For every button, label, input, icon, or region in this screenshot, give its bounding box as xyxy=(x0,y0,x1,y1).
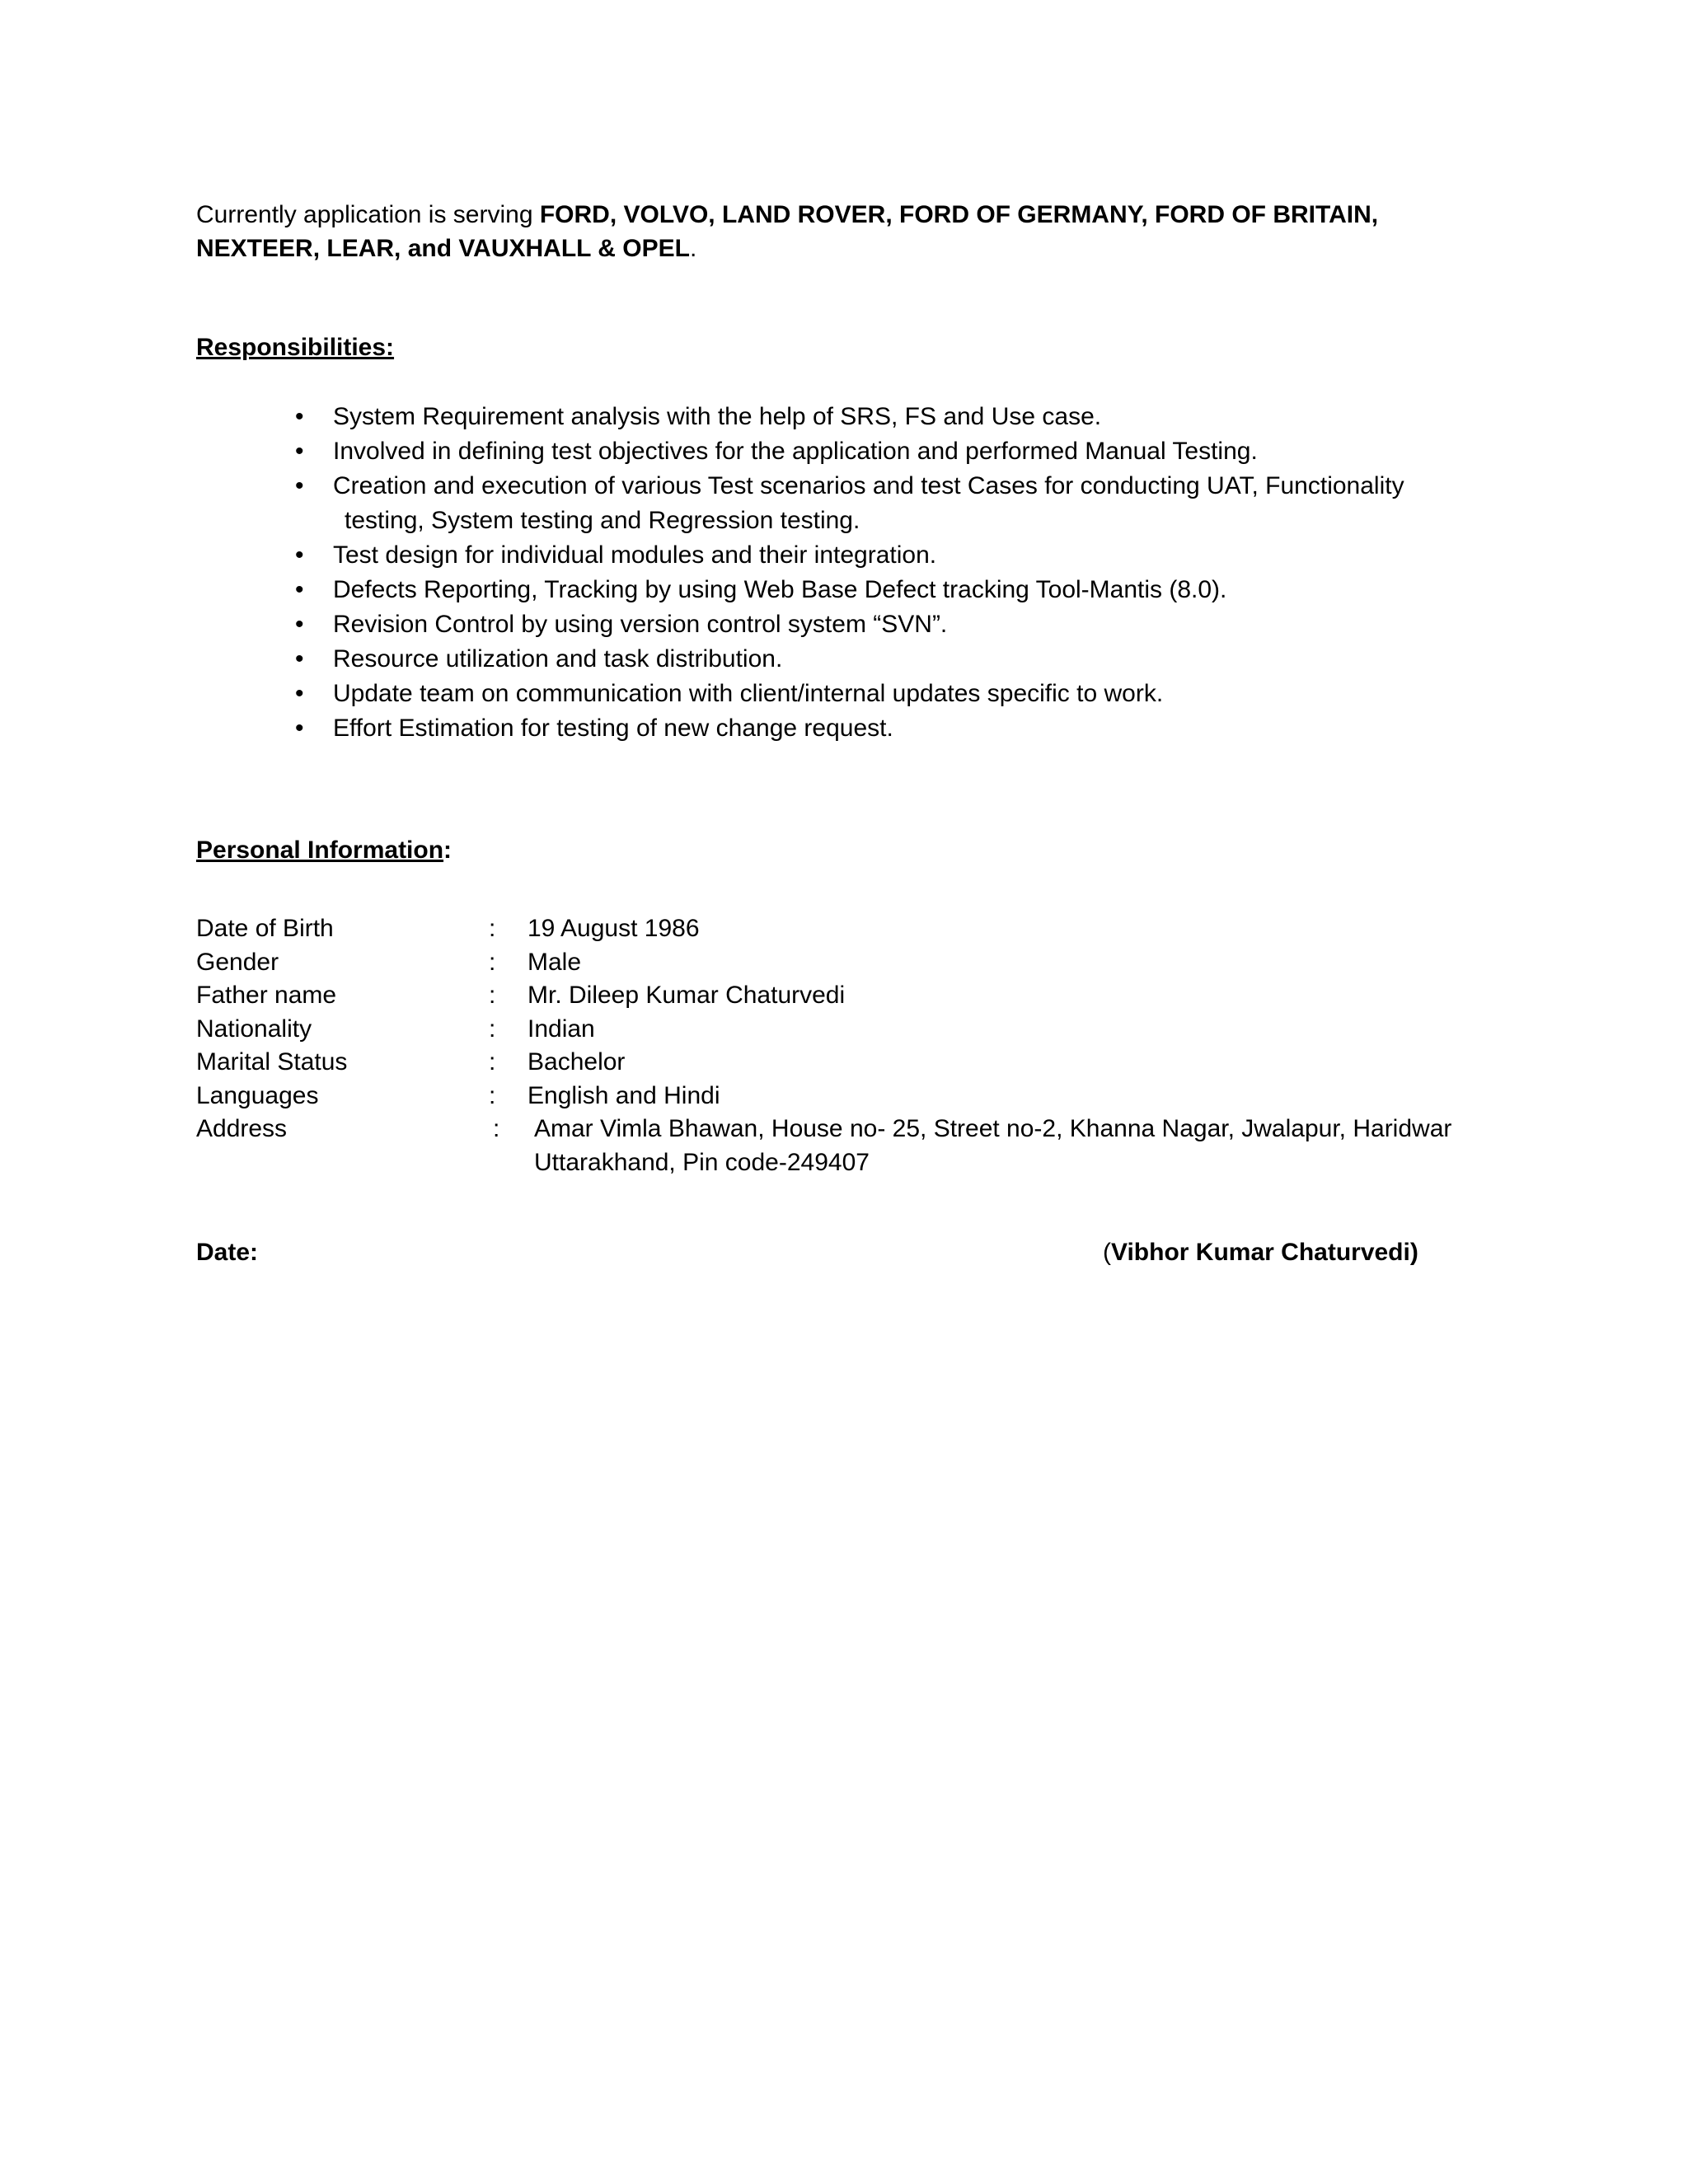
bullet-icon: • xyxy=(295,472,304,499)
bullet-icon: • xyxy=(295,680,304,707)
info-value: Male xyxy=(528,948,582,976)
list-item-text: Involved in defining test objectives for the application and performed Manual Testing. xyxy=(333,438,1258,465)
personal-information-heading xyxy=(196,834,452,867)
signature-open-paren: ( xyxy=(1103,1239,1111,1266)
info-value: Mr. Dileep Kumar Chaturvedi xyxy=(528,982,846,1009)
intro-paragraph xyxy=(196,198,1432,265)
list-item-text: Defects Reporting, Tracking by using Web Base Defect tracking Tool-Mantis (8.0). xyxy=(333,576,1227,603)
info-separator: : xyxy=(489,1048,496,1076)
personal-information-heading-suffix: : xyxy=(443,837,452,864)
list-item xyxy=(295,538,1515,573)
responsibilities-heading xyxy=(196,331,394,364)
list-item-text: Effort Estimation for testing of new change request. xyxy=(333,715,893,742)
bullet-icon: • xyxy=(295,645,304,673)
intro-clients-line1: FORD, VOLVO, LAND ROVER, FORD OF GERMANY, FORD OF BRITAIN, xyxy=(539,201,1379,228)
bullet-icon: • xyxy=(295,438,304,465)
address-line-1: Amar Vimla Bhawan, House no- 25, Street no-2, Khanna Nagar, Jwalapur, Haridwar xyxy=(534,1115,1452,1142)
info-separator: : xyxy=(493,1115,500,1142)
info-separator: : xyxy=(489,1015,496,1043)
list-item xyxy=(295,642,1515,677)
list-item-text: Creation and execution of various Test scenarios and test Cases for conducting UAT, Functionality xyxy=(333,472,1404,499)
intro-suffix: . xyxy=(689,235,697,262)
info-row-gender xyxy=(196,946,1531,980)
info-label: Address xyxy=(196,1115,288,1142)
list-item-text: System Requirement analysis with the help of SRS, FS and Use case. xyxy=(333,403,1102,430)
info-row-address xyxy=(196,1113,1531,1179)
info-separator: : xyxy=(489,915,496,942)
signature xyxy=(1103,1236,1418,1269)
info-row-nationality xyxy=(196,1013,1531,1047)
intro-prefix: Currently application is serving xyxy=(196,201,540,228)
list-item-text: Update team on communication with client/internal updates specific to work. xyxy=(333,680,1164,707)
bullet-icon: • xyxy=(295,611,304,638)
info-value: 19 August 1986 xyxy=(528,915,700,942)
list-item xyxy=(295,573,1515,607)
info-separator: : xyxy=(489,982,496,1009)
list-item-text: Resource utilization and task distribution. xyxy=(333,645,783,673)
personal-information-table xyxy=(196,912,1531,1179)
intro-clients-line2: NEXTEER, LEAR, and VAUXHALL & OPEL xyxy=(196,235,690,262)
info-separator: : xyxy=(489,948,496,976)
responsibilities-list xyxy=(295,400,1515,746)
info-row-languages xyxy=(196,1080,1531,1113)
date-label: Date: xyxy=(196,1239,259,1266)
bullet-icon: • xyxy=(295,541,304,569)
list-item xyxy=(295,469,1515,538)
list-item xyxy=(295,711,1515,746)
list-item-text: Test design for individual modules and their integration. xyxy=(333,541,937,569)
list-item xyxy=(295,607,1515,642)
personal-information-heading-text: Personal Information xyxy=(196,837,444,864)
signature-name: Vibhor Kumar Chaturvedi) xyxy=(1111,1239,1418,1266)
info-row-father-name xyxy=(196,979,1531,1013)
bullet-icon: • xyxy=(295,576,304,603)
info-value: English and Hindi xyxy=(528,1081,720,1109)
responsibilities-heading-text: Responsibilities: xyxy=(196,334,395,361)
list-item xyxy=(295,434,1515,469)
info-row-date-of-birth xyxy=(196,912,1531,946)
info-value-address xyxy=(532,1113,1531,1179)
info-label: Date of Birth xyxy=(196,915,334,942)
info-label: Marital Status xyxy=(196,1048,348,1076)
info-value: Indian xyxy=(528,1015,595,1043)
list-item xyxy=(295,677,1515,711)
info-label: Nationality xyxy=(196,1015,312,1043)
bullet-icon: • xyxy=(295,403,304,430)
info-label: Gender xyxy=(196,948,279,976)
address-line-2: Uttarakhand, Pin code-249407 xyxy=(534,1148,870,1176)
info-separator: : xyxy=(489,1081,496,1109)
info-row-marital-status xyxy=(196,1046,1531,1080)
bullet-icon: • xyxy=(295,715,304,742)
info-value: Bachelor xyxy=(528,1048,626,1076)
list-item-text: Revision Control by using version control system “SVN”. xyxy=(333,611,948,638)
list-item-continuation: testing, System testing and Regression testing. xyxy=(345,507,860,534)
list-item xyxy=(295,400,1515,434)
info-label: Father name xyxy=(196,982,337,1009)
info-label: Languages xyxy=(196,1081,319,1109)
